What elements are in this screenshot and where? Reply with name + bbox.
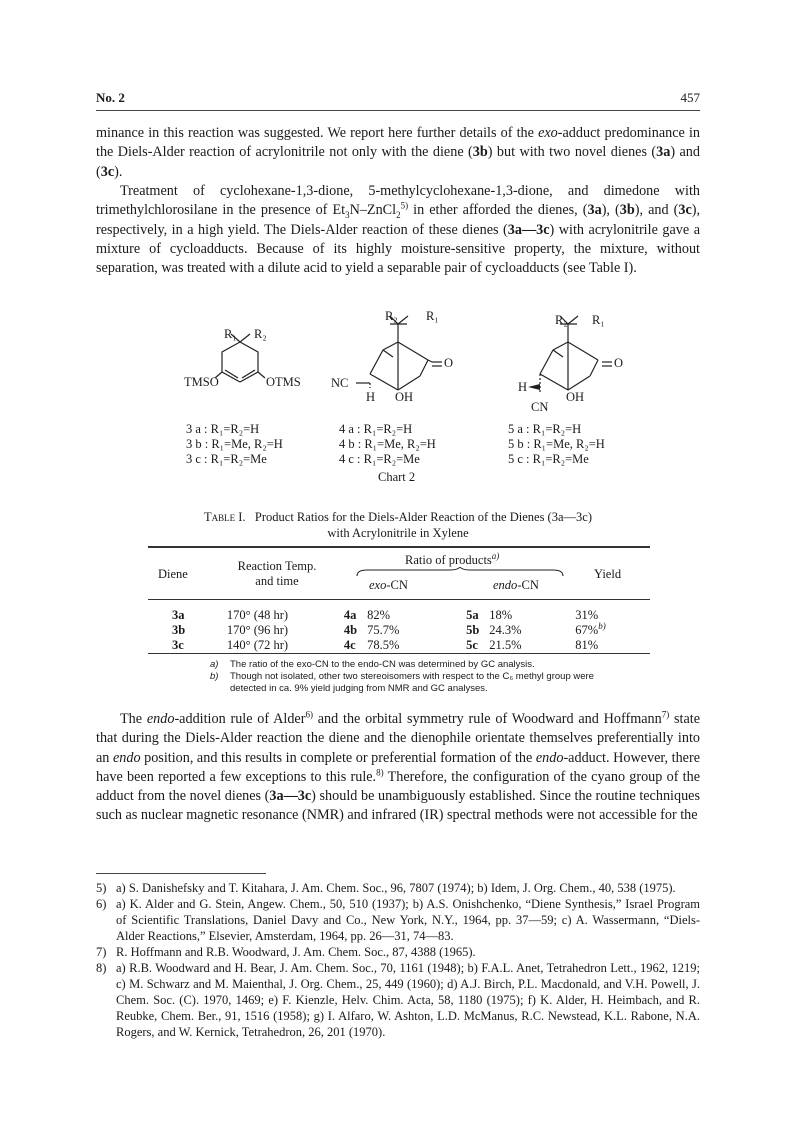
- cell-temp: 140° (72 hr): [226, 638, 289, 652]
- cell-endo-pct: 21.5%: [489, 638, 522, 652]
- cell-diene: 3c: [172, 638, 184, 652]
- adduct5-oh-label: OH: [566, 390, 585, 404]
- cell-yield: 31%: [575, 608, 599, 622]
- cell-exo-cpd: 4a: [343, 608, 357, 622]
- endo-rule-paragraph: The endo-addition rule of Alder$^{6)}$ and the orbital symmetry rule of Woodward and Hoffmann$^{7)}$ state that during the Diels-Alder reaction the diene and the dienophile orientate themselves preferentially into an endo position, and this results in complete or preferential formation of the endo-adduct. However, there have been reported a few exceptions to this rule.$^{8)}$ Therefore, the configuration of the cyano group of the adduct from the novel dienes (3a—3c) should be unambiguously established. Since the routine techniques such as nuclear magnetic resonance (NMR) and infrared (IR) spectral methods were not accessible for the: [96, 709, 701, 824]
- reference-text: a) R.B. Woodward and H. Bear, J. Am. Chem. Soc., 70, 1161 (1948); b) F.A.L. Anet, Tetrahedron Lett., 1962, 1219; c) M. Schwarz and M. Maienthal, J. Org. Chem., 25, 449 (1960); d) A.J. Birch, P.L. Macdonald, and V.H. Powell, J. Chem. Soc. (C). 1970, 1469; e) F. Kienzle, Helv. Chim. Acta, 58, 1180 (1975); f) K. Alder, H. Heimbach, and R. Reubke, Chem. Ber., 91, 1516 (1958); g) I. Alfaro, W. Ashton, L.D. McManus, R.C. Newstead, K.L. Rabone, N.A. Rogers, and W. Kernick, Tetrahedron, 26, 201 (1970).: [116, 961, 700, 1039]
- treatment-paragraph: Treatment of cyclohexane-1,3-dione, 5-methylcyclohexane-1,3-dione, and dimedone with trimethylchlorosilane in the presence of $Et_3N-ZnCl_2^{5)}$ in ether afforded the dienes, (3a), (3b), and (3c), respectively, in a high yield. The Diels-Alder reaction of these dienes (3a—3c) with acrylonitrile gave a mixture of cycloadducts. Because of its highly moisture-sensitive property, the mixture, without separation, was treated with a dilute acid to yield a separable pair of cycloadducts (see Table I).: [96, 183, 701, 277]
- table-label: Table I.: [204, 510, 246, 524]
- cell-diene: 3b: [172, 623, 186, 637]
- reference-item: [96, 880, 700, 896]
- product-ratio-table: [148, 608, 650, 653]
- table-top-rule: [148, 546, 650, 548]
- diene-r1-label: R₁: [224, 327, 237, 341]
- col-diene-header: Diene: [158, 567, 188, 581]
- table-footnotes: a) The ratio of the exo-CN to the endo-CN was determined by GC analysis. b) Though not isolated, other two stereoisomers with respect to the C₆ methyl group were detected in ca. 9% yield judging from NMR and GC analyses.: [210, 659, 594, 694]
- adduct4-oxo-label: O: [444, 356, 454, 370]
- col-temp-header: Reaction Temp. and time: [237, 559, 317, 588]
- col-endo-header: endo-CN: [493, 578, 539, 592]
- reference-item: [96, 944, 700, 960]
- cell-yield: 67%: [575, 623, 599, 637]
- cell-yield-note: b): [598, 620, 606, 631]
- adduct5-r2-label: R₂: [555, 313, 568, 327]
- table-row: [148, 638, 650, 653]
- reference-text: R. Hoffmann and R.B. Woodward, J. Am. Chem. Soc., 87, 4388 (1965).: [116, 945, 476, 959]
- adduct5-cn-label: CN: [531, 400, 549, 414]
- cell-temp: 170° (48 hr): [226, 608, 289, 622]
- adduct4-nc-label: NC: [331, 376, 349, 390]
- cell-exo-pct: 78.5%: [367, 638, 400, 652]
- cell-temp: 170° (96 hr): [226, 623, 289, 637]
- adduct5-h-label: H: [518, 380, 528, 394]
- compound-list-3: 3 a : R₁=R₂=H 3 b : R₁=Me, R₂=H 3 c : R₁=R₂=Me: [186, 422, 283, 466]
- reference-item: [96, 896, 700, 944]
- cell-exo-pct: 82%: [367, 608, 390, 622]
- footnote-rule: [96, 873, 266, 874]
- reference-list: [96, 880, 700, 1040]
- reference-number: 6): [96, 897, 107, 911]
- adduct4-r2-label: R₂: [385, 309, 398, 323]
- table-header-rule: [148, 599, 650, 600]
- page-number: 457: [680, 90, 700, 105]
- diene-tmso-label: TMSO: [184, 375, 219, 389]
- cell-endo-pct: 24.3%: [489, 623, 522, 637]
- cell-exo-pct: 75.7%: [367, 623, 400, 637]
- col-ratio-header: Ratio of products$^{a)}$: [405, 550, 500, 567]
- col-yield-header: Yield: [594, 567, 622, 581]
- diene-r2-label: R₂: [254, 327, 267, 341]
- adduct5-oxo-label: O: [614, 356, 624, 370]
- cell-endo-pct: 18%: [489, 608, 513, 622]
- table-bottom-rule: [148, 653, 650, 654]
- cell-exo-cpd: 4c: [343, 638, 356, 652]
- ratio-brace: [355, 567, 565, 577]
- col-exo-header: exo-CN: [369, 578, 408, 592]
- reference-text: a) S. Danishefsky and T. Kitahara, J. Am. Chem. Soc., 96, 7807 (1974); b) Idem, J. Org. Chem., 40, 538 (1975).: [116, 881, 676, 895]
- adduct4-r1-label: R₁: [426, 309, 439, 323]
- compound-list-4: 4 a : R₁=R₂=H 4 b : R₁=Me, R₂=H 4 c : R₁=R₂=Me: [339, 422, 436, 466]
- adduct5-r1-label: R₁: [592, 313, 605, 327]
- adduct4-h-label: H: [366, 390, 376, 404]
- issue-number: No. 2: [96, 90, 125, 105]
- table-row: [148, 623, 650, 638]
- reference-number: 8): [96, 961, 107, 975]
- intro-paragraph: minance in this reaction was suggested. We report here further details of the exo-adduct predominance in the Diels-Alder reaction of acrylonitrile not only with the diene (3b) but with two novel dienes (3a) and (3c).: [96, 125, 701, 180]
- cell-endo-cpd: 5c: [466, 638, 478, 652]
- cell-endo-cpd: 5a: [466, 608, 479, 622]
- compound-list-5: 5 a : R₁=R₂=H 5 b : R₁=Me, R₂=H 5 c : R₁=R₂=Me: [508, 422, 605, 466]
- reference-text: a) K. Alder and G. Stein, Angew. Chem., 50, 510 (1937); b) A.S. Onishchenko, “Diene Synthesis,” Israel Program of Scientific Translations, Daniel Davy and Co., New York, N.Y., 1964, pp. 37—59; c) A. Wassermann, “Diels-Alder Reactions,” Elsevier, Amsterdam, 1964, pp. 26—31, 74—83.: [116, 897, 700, 943]
- table-row: [148, 608, 650, 623]
- cell-yield: 81%: [575, 638, 599, 652]
- table-caption: Table I. Product Ratios for the Diels-Alder Reaction of the Dienes (3a—3c) with Acrylonitrile in Xylene: [204, 510, 592, 540]
- cell-endo-cpd: 5b: [466, 623, 480, 637]
- reference-item: [96, 960, 700, 1040]
- adduct4-oh-label: OH: [395, 390, 414, 404]
- chart-caption: Chart 2: [378, 470, 416, 484]
- reference-number: 5): [96, 881, 107, 895]
- diene-otms-label: OTMS: [266, 375, 301, 389]
- cell-exo-cpd: 4b: [343, 623, 358, 637]
- reference-number: 7): [96, 945, 107, 959]
- cell-diene: 3a: [172, 608, 185, 622]
